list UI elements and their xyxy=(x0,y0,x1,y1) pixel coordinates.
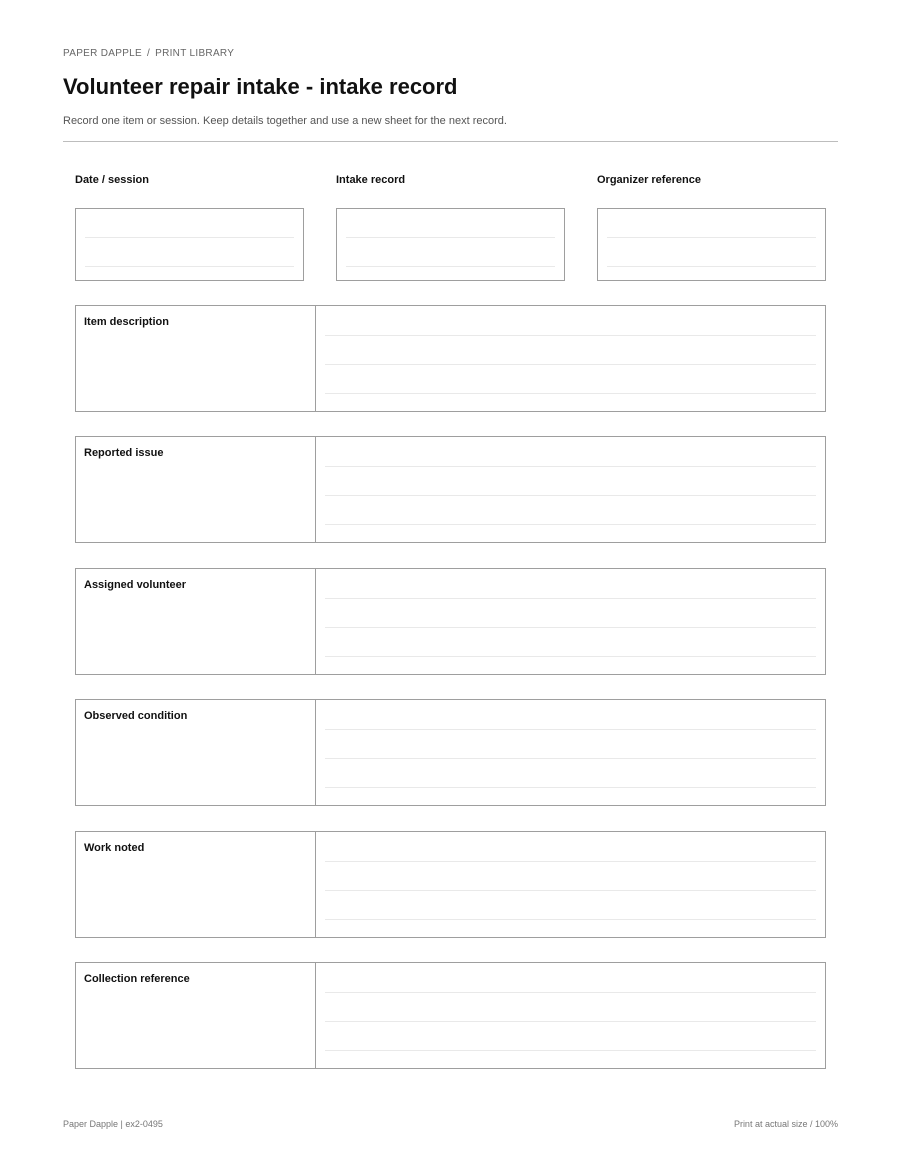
observed-condition-label-cell xyxy=(76,700,316,805)
date-session-field xyxy=(75,173,304,187)
intake-record-field xyxy=(336,173,565,187)
writing-line xyxy=(325,729,816,730)
writing-line xyxy=(325,598,816,599)
work-noted-label: Work noted xyxy=(84,842,145,854)
writing-line xyxy=(346,237,555,238)
item-description-row xyxy=(75,305,826,412)
writing-line xyxy=(325,364,816,365)
intake-form-page xyxy=(63,0,838,1165)
observed-condition-row xyxy=(75,699,826,806)
writing-line xyxy=(325,890,816,891)
footer-print-note: Print at actual size / 100% xyxy=(733,1119,838,1129)
writing-line xyxy=(325,758,816,759)
work-noted-row xyxy=(75,831,826,938)
writing-line xyxy=(325,495,816,496)
reported-issue-label-cell xyxy=(76,437,316,542)
writing-line xyxy=(607,237,816,238)
reported-issue-row xyxy=(75,436,826,543)
item-description-input[interactable] xyxy=(316,306,825,411)
breadcrumb-section: PRINT LIBRARY xyxy=(155,48,235,59)
work-noted-label-cell xyxy=(76,832,316,937)
item-description-label: Item description xyxy=(84,316,169,328)
collection-reference-label: Collection reference xyxy=(84,973,190,985)
date-session-label: Date / session xyxy=(75,174,149,186)
writing-line xyxy=(325,787,816,788)
reported-issue-label: Reported issue xyxy=(84,447,164,459)
breadcrumb-brand: PAPER DAPPLE xyxy=(63,48,143,59)
collection-reference-row xyxy=(75,962,826,1069)
top-fields xyxy=(75,173,826,281)
observed-condition-input[interactable] xyxy=(316,700,825,805)
assigned-volunteer-input[interactable] xyxy=(316,569,825,674)
organizer-reference-input[interactable] xyxy=(597,208,826,281)
writing-line xyxy=(325,627,816,628)
collection-reference-input[interactable] xyxy=(316,963,825,1068)
writing-line xyxy=(325,466,816,467)
footer-document-id: Paper Dapple | ex2-0495 xyxy=(63,1119,163,1129)
intake-record-input[interactable] xyxy=(336,208,565,281)
organizer-reference-label: Organizer reference xyxy=(597,174,701,186)
writing-line xyxy=(325,919,816,920)
header-divider xyxy=(63,141,838,142)
writing-line xyxy=(325,1021,816,1022)
writing-line xyxy=(325,1050,816,1051)
observed-condition-label: Observed condition xyxy=(84,710,188,722)
assigned-volunteer-label: Assigned volunteer xyxy=(84,579,187,591)
assigned-volunteer-label-cell xyxy=(76,569,316,674)
writing-line xyxy=(85,266,294,267)
date-session-input[interactable] xyxy=(75,208,304,281)
writing-line xyxy=(325,992,816,993)
page-instructions: Record one item or session. Keep details together and use a new sheet for the next record. xyxy=(63,115,507,127)
organizer-reference-field xyxy=(597,173,826,187)
writing-line xyxy=(325,393,816,394)
reported-issue-input[interactable] xyxy=(316,437,825,542)
work-noted-input[interactable] xyxy=(316,832,825,937)
writing-line xyxy=(607,266,816,267)
writing-line xyxy=(85,237,294,238)
writing-line xyxy=(325,656,816,657)
page-title: Volunteer repair intake - intake record xyxy=(63,74,458,99)
item-description-label-cell xyxy=(76,306,316,411)
collection-reference-label-cell xyxy=(76,963,316,1068)
breadcrumb xyxy=(63,48,234,59)
breadcrumb-separator: / xyxy=(147,48,151,59)
assigned-volunteer-row xyxy=(75,568,826,675)
writing-line xyxy=(346,266,555,267)
writing-line xyxy=(325,524,816,525)
writing-line xyxy=(325,335,816,336)
writing-line xyxy=(325,861,816,862)
intake-record-label: Intake record xyxy=(336,174,406,186)
